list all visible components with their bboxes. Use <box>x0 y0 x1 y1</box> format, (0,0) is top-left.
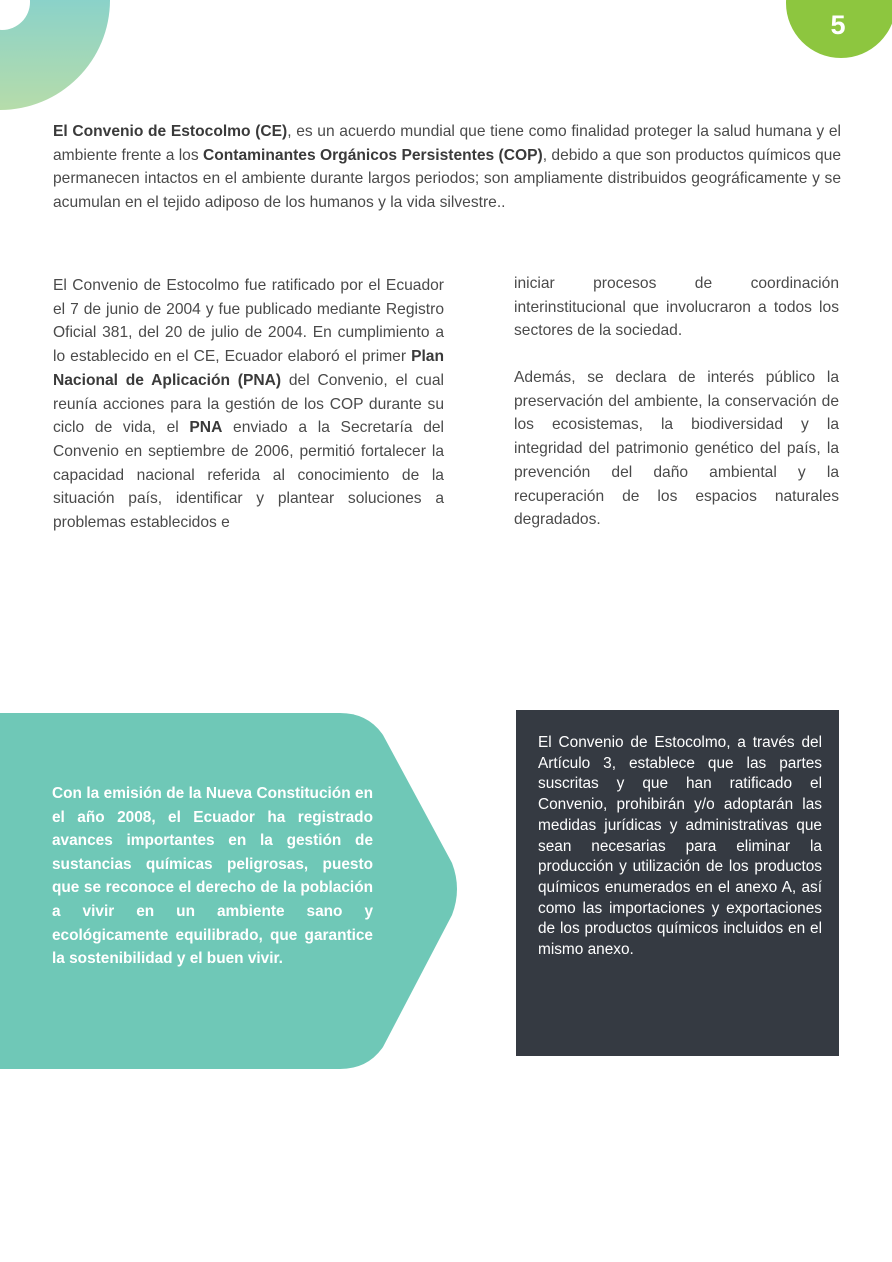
right-column-paragraph-2: Además, se declara de interés público la preservación del ambiente, la conservación de los ecosistemas, la biodiversidad y la integridad del patrimonio genético del país, la prevención del daño ambiental y la recuperación de los espacios naturales degradados. <box>514 369 839 529</box>
page-number: 5 <box>830 10 846 40</box>
left-bold-pna-full: Plan Nacional de Aplicación (PNA) <box>53 348 444 389</box>
intro-bold-cop: Contaminantes Orgánicos Persistentes (COP) <box>203 146 543 164</box>
left-text-3: enviado a la Secretaría del Convenio en septiembre de 2006, permitió fortalecer la capacidad nacional referida al conocimiento de la situación país, identificar y plantear soluciones a problemas establecidos e <box>53 419 445 532</box>
intro-text-2: , debido a que son productos químicos que permanecen intactos en el ambiente durante largos periodos; son ampliamente distribuidos geográficamente y se acumulan en el tejido adiposo de los humanos y la vida silvestre.. <box>53 146 841 212</box>
left-text-1: El Convenio de Estocolmo fue ratificado por el Ecuador el 7 de junio de 2004 y fue publicado mediante Registro Oficial 381, del 20 de julio de 2004. En cumplimiento a lo establecido en el CE, Ecuador elaboró el primer <box>53 277 444 366</box>
left-column-paragraph <box>53 274 444 535</box>
right-column-paragraph-1: iniciar procesos de coordinación interinstitucional que involucraron a todos los sectores de la sociedad. <box>514 275 839 340</box>
left-text-2: del Convenio, el cual reunía acciones para la gestión de los COP durante su ciclo de vida, el <box>53 371 444 437</box>
intro-paragraph <box>53 120 841 215</box>
intro-bold-ce: El Convenio de Estocolmo (CE) <box>53 123 288 140</box>
intro-text-1: , es un acuerdo mundial que tiene como finalidad proteger la salud humana y el ambiente frente a los <box>53 123 841 164</box>
teal-callout-text: Con la emisión de la Nueva Constitución en el año 2008, el Ecuador ha registrado avances importantes en la gestión de sustancias químicas peligrosas, puesto que se reconoce el derecho de la población a vivir en un ambiente sano y ecológicamente equilibrado, que garantice la sostenibilidad y el buen vivir. <box>52 785 373 968</box>
left-bold-pna: PNA <box>189 419 223 437</box>
dark-callout-text: El Convenio de Estocolmo, a través del Artículo 3, establece que las partes suscritas y que han ratificado el Convenio, prohibirán y/o adoptarán las medidas jurídicas y administrativas que sean necesarias para eliminar la producción y utilización de los productos químicos enumerados en el anexo A, así como las importaciones y exportaciones de los productos químicos incluidos en el mismo anexo. <box>538 734 822 959</box>
